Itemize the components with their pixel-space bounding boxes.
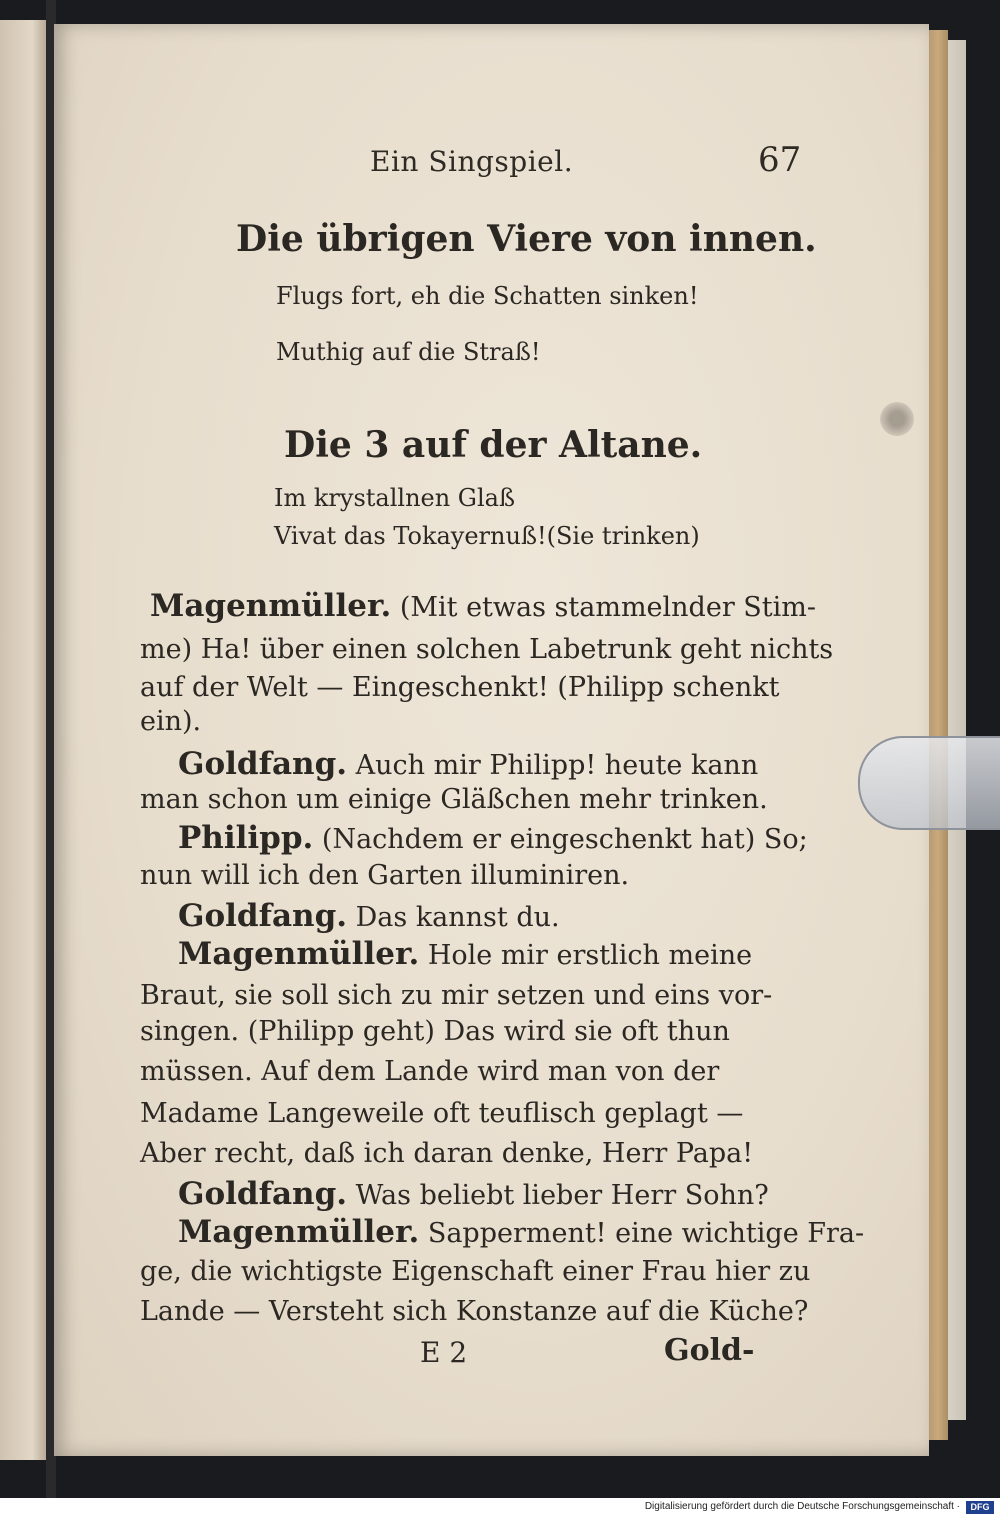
text-line	[178, 1176, 769, 1212]
text-line: auf der Welt — Eingeschenkt! (Philipp schenkt	[140, 672, 780, 703]
text-line	[178, 820, 808, 856]
text-line: ein).	[140, 706, 202, 737]
verse-line: Flugs fort, eh die Schatten sinken!	[276, 282, 699, 310]
speaker-name: Goldfang.	[178, 1176, 348, 1212]
text-line	[178, 1214, 864, 1250]
text-line: müssen. Auf dem Lande wird man von der	[140, 1056, 720, 1087]
page-edge	[928, 30, 948, 1440]
text-line: Madame Langeweile oft teuflisch geplagt —	[140, 1098, 744, 1129]
speaker-name: Magenmüller.	[150, 588, 392, 624]
dfg-logo: DFG	[966, 1501, 994, 1514]
left-page-edge	[0, 20, 48, 1460]
catchword: Gold-	[664, 1333, 755, 1368]
speech-text: Auch mir Philipp! heute kann	[347, 750, 759, 781]
text-line: singen. (Philipp geht) Das wird sie oft thun	[140, 1016, 730, 1047]
text-line: ge, die wichtigste Eigenschaft einer Frau hier zu	[140, 1256, 811, 1287]
speaker-name: Magenmüller.	[178, 1214, 420, 1250]
text-line: Aber recht, daß ich daran denke, Herr Papa!	[140, 1138, 754, 1169]
speaker-name: Goldfang.	[178, 898, 348, 934]
speech-text: Was beliebt lieber Herr Sohn?	[347, 1180, 769, 1211]
running-title: Ein Singspiel.	[370, 145, 574, 178]
speaker-name: Magenmüller.	[178, 936, 420, 972]
text-line: Braut, sie soll sich zu mir setzen und eins vor-	[140, 980, 773, 1011]
speech-text: Das kannst du.	[347, 902, 560, 933]
text-line	[178, 746, 758, 782]
text-line	[150, 588, 816, 624]
speech-text: Sapperment! eine wichtige Fra-	[419, 1218, 865, 1249]
text-line: Lande — Versteht sich Konstanze auf die Küche?	[140, 1296, 809, 1327]
text-line: nun will ich den Garten illuminiren.	[140, 860, 630, 891]
speech-text: (Nachdem er eingeschenkt hat) So;	[313, 824, 808, 855]
text-line	[178, 898, 560, 934]
page-number: 67	[758, 140, 802, 180]
back-cover-edge	[948, 40, 966, 1420]
footer-credit: Digitalisierung gefördert durch die Deutsche Forschungsgemeinschaft ·	[644, 1501, 960, 1512]
page-holder-clip	[858, 736, 1000, 830]
digitization-footer	[0, 1498, 1000, 1518]
stage-heading: Die übrigen Viere von innen.	[236, 218, 817, 260]
speech-text: (Mit etwas stammelnder Stim-	[391, 592, 817, 623]
speech-text: Hole mir erstlich meine	[419, 940, 753, 971]
speaker-name: Goldfang.	[178, 746, 348, 782]
text-line: man schon um einige Gläßchen mehr trinken.	[140, 784, 768, 815]
speaker-name: Philipp.	[178, 820, 314, 856]
verse-line: Vivat das Tokayernuß!(Sie trinken)	[274, 522, 700, 550]
signature-mark: E 2	[420, 1336, 468, 1369]
text-line: me) Ha! über einen solchen Labetrunk geht nichts	[140, 634, 834, 665]
verse-line: Im krystallnen Glaß	[274, 484, 515, 512]
stage-heading: Die 3 auf der Altane.	[284, 424, 703, 466]
text-line	[178, 936, 752, 972]
verse-line: Muthig auf die Straß!	[276, 338, 541, 366]
paper-stain	[880, 402, 914, 436]
